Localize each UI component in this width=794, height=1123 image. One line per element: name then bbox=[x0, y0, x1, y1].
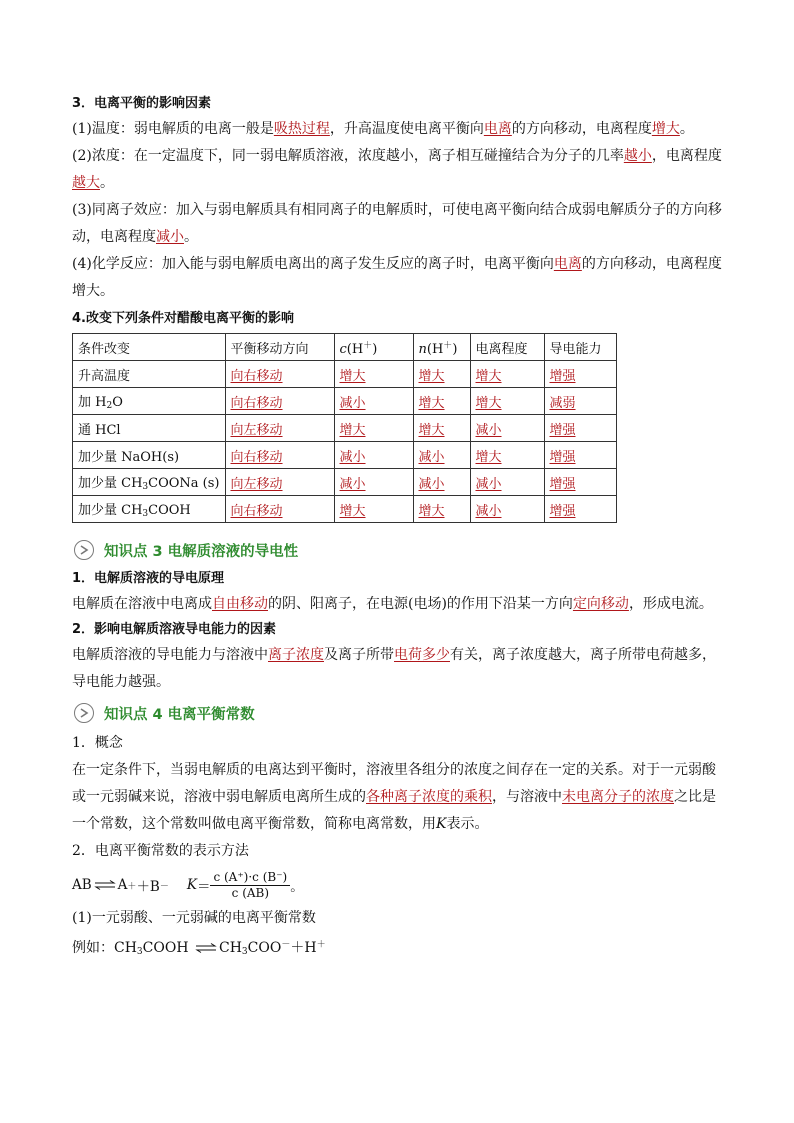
text: ＋ bbox=[127, 881, 137, 892]
table-cell bbox=[544, 415, 616, 442]
answer: 吸热过程 bbox=[273, 121, 330, 137]
paragraph-common-ion-cont bbox=[72, 224, 722, 251]
paragraph-reaction bbox=[72, 251, 722, 278]
table-header-row bbox=[73, 334, 617, 361]
answer: 增大 bbox=[418, 395, 445, 411]
answer: 向左移动 bbox=[230, 476, 283, 492]
paragraph-common-ion bbox=[72, 197, 722, 224]
header-cell: 电离程度 bbox=[470, 334, 544, 361]
example-equation bbox=[72, 932, 722, 966]
answer: 电离 bbox=[483, 121, 512, 137]
answer: 增大 bbox=[475, 449, 502, 465]
subsection-heading: 1．电解质溶液的导电原理 bbox=[72, 571, 225, 586]
table-cell bbox=[544, 361, 616, 388]
paragraph-concept bbox=[72, 757, 722, 784]
paragraph-concept-cont bbox=[72, 784, 722, 811]
text: COOH bbox=[142, 940, 189, 956]
table-cell-condition bbox=[73, 415, 226, 442]
section-heading: 3．电离平衡的影响因素 bbox=[72, 96, 212, 111]
text: 增大。 bbox=[72, 283, 114, 299]
answer: 增强 bbox=[549, 503, 576, 519]
text: 在一定条件下，当弱电解质的电离达到平衡时，溶液里各组分的浓度之间存在一定的关系。对于一元弱酸 bbox=[72, 762, 716, 778]
text: (3)同离子效应：加入与弱电解质具有相同离子的电解质时，可使电离平衡向结合成弱电解质分子的方向移 bbox=[72, 202, 722, 218]
text: (H bbox=[346, 341, 364, 357]
text: 电解质在溶液中电离成 bbox=[72, 596, 212, 612]
table-cell bbox=[470, 469, 544, 496]
text: (2)浓度：在一定温度下，同一弱电解质溶液，浓度越小，离子相互碰撞结合为分子的几率 bbox=[72, 148, 624, 164]
text: 。 bbox=[100, 175, 114, 191]
answer: 增强 bbox=[549, 368, 576, 384]
table-cell bbox=[413, 442, 470, 469]
answer: 向左移动 bbox=[230, 422, 283, 438]
text: 通 HCl bbox=[78, 422, 121, 438]
answer: 增大 bbox=[651, 121, 680, 137]
table-cell bbox=[470, 496, 544, 523]
text: ＋H bbox=[290, 940, 317, 956]
text: 或一元弱碱来说，溶液中弱电解质电离所生成的 bbox=[72, 789, 366, 805]
section-heading: 4.改变下列条件对醋酸电离平衡的影响 bbox=[72, 311, 294, 326]
table-cell bbox=[544, 388, 616, 415]
answer: 增大 bbox=[339, 368, 366, 384]
answer: 向右移动 bbox=[230, 395, 283, 411]
table-cell bbox=[225, 496, 334, 523]
table-cell bbox=[225, 361, 334, 388]
answer: 向右移动 bbox=[230, 449, 283, 465]
table-cell-condition bbox=[73, 388, 226, 415]
answer: 增强 bbox=[549, 449, 576, 465]
answer: 减小 bbox=[418, 476, 445, 492]
conditions-table bbox=[72, 333, 617, 523]
table-cell bbox=[413, 469, 470, 496]
table-cell bbox=[413, 496, 470, 523]
table-cell-condition bbox=[73, 361, 226, 388]
table-cell bbox=[544, 469, 616, 496]
text: 3 bbox=[136, 947, 143, 957]
table-cell bbox=[470, 442, 544, 469]
text: 3 bbox=[142, 482, 149, 492]
answer: 未电离分子的浓度 bbox=[562, 789, 674, 805]
text: ) bbox=[452, 341, 458, 357]
text: ) bbox=[372, 341, 378, 357]
answer: 减小 bbox=[339, 476, 366, 492]
equilibrium-arrow-icon bbox=[195, 943, 217, 953]
subsection-heading: 2．影响电解质溶液导电能力的因素 bbox=[72, 622, 277, 637]
answer: 减小 bbox=[418, 449, 445, 465]
text: 升高温度 bbox=[78, 368, 131, 384]
fraction-denominator: c (AB) bbox=[231, 885, 270, 900]
text: (4)化学反应：加入能与弱电解质电离出的离子发生反应的离子时，电离平衡向 bbox=[72, 256, 554, 272]
paragraph-reaction-cont bbox=[72, 278, 722, 305]
subsection-heading: (1)一元弱酸、一元弱碱的电离平衡常数 bbox=[72, 910, 316, 926]
answer: 电离 bbox=[553, 256, 582, 272]
text: K bbox=[186, 877, 197, 893]
answer: 向右移动 bbox=[230, 503, 283, 519]
table-row bbox=[73, 361, 617, 388]
table-cell-condition bbox=[73, 496, 226, 523]
table-cell-condition bbox=[73, 442, 226, 469]
text: (1)温度：弱电解质的电离一般是 bbox=[72, 121, 274, 137]
subsection-heading: 2．电离平衡常数的表示方法 bbox=[72, 843, 249, 859]
paragraph-conductivity-factors-cont bbox=[72, 669, 722, 696]
table-cell bbox=[544, 442, 616, 469]
table-cell bbox=[225, 415, 334, 442]
answer: 电荷多少 bbox=[394, 647, 450, 663]
text: 。 bbox=[679, 121, 694, 137]
text: 加 H bbox=[78, 395, 107, 410]
table-cell bbox=[413, 388, 470, 415]
text: (H bbox=[426, 341, 444, 357]
table-cell bbox=[334, 388, 413, 415]
text: 之比是 bbox=[674, 789, 716, 805]
text: COO bbox=[247, 940, 282, 956]
table-cell bbox=[470, 415, 544, 442]
answer: 增大 bbox=[475, 368, 502, 384]
play-arrow-icon bbox=[74, 540, 94, 560]
text: 3 bbox=[142, 509, 149, 519]
text: 加少量 CH bbox=[78, 503, 143, 518]
table-row bbox=[73, 496, 617, 523]
answer: 增大 bbox=[339, 503, 366, 519]
text: ＋B bbox=[136, 879, 160, 895]
header-cell bbox=[413, 334, 470, 361]
table-cell bbox=[470, 388, 544, 415]
fraction-numerator: c (A⁺)·c (B⁻) bbox=[210, 870, 290, 886]
table-cell bbox=[413, 415, 470, 442]
text: ，与溶液中 bbox=[492, 789, 562, 805]
table-row bbox=[73, 442, 617, 469]
answer: 减小 bbox=[339, 395, 366, 411]
text: 的阴、阳离子，在电源(电场)的作用下沿某一方向 bbox=[268, 596, 573, 612]
table-row bbox=[73, 469, 617, 496]
text: 电解质溶液的导电能力与溶液中 bbox=[72, 647, 268, 663]
text: O bbox=[112, 395, 123, 410]
answer: 减小 bbox=[475, 422, 502, 438]
table-cell-condition bbox=[73, 469, 226, 496]
table-cell bbox=[225, 469, 334, 496]
answer: 增强 bbox=[549, 422, 576, 438]
answer: 增大 bbox=[475, 395, 502, 411]
text: ，升高温度使电离平衡向 bbox=[329, 121, 484, 137]
play-arrow-icon bbox=[74, 703, 94, 723]
text: COOH bbox=[148, 503, 191, 518]
knowledge-point-heading bbox=[74, 535, 722, 565]
answer: 各种离子浓度的乘积 bbox=[366, 789, 492, 805]
table-cell bbox=[544, 496, 616, 523]
table-cell bbox=[470, 361, 544, 388]
answer: 增大 bbox=[418, 368, 445, 384]
answer: 越小 bbox=[623, 148, 652, 164]
table-cell bbox=[334, 415, 413, 442]
paragraph-temperature bbox=[72, 116, 722, 143]
table-cell bbox=[334, 496, 413, 523]
table-cell bbox=[225, 442, 334, 469]
text: 3 bbox=[241, 947, 248, 957]
answer: 增强 bbox=[549, 476, 576, 492]
text: 加少量 NaOH(s) bbox=[78, 449, 180, 465]
paragraph-conductivity-factors bbox=[72, 642, 722, 669]
table-cell bbox=[334, 361, 413, 388]
document-page bbox=[72, 92, 722, 966]
answer: 减小 bbox=[475, 476, 502, 492]
header-cell: 导电能力 bbox=[544, 334, 616, 361]
knowledge-point-title: 知识点 4 电离平衡常数 bbox=[104, 706, 255, 723]
paragraph-conduction bbox=[72, 591, 722, 618]
text: ＋ bbox=[443, 340, 453, 351]
table-row bbox=[73, 388, 617, 415]
table-cell bbox=[334, 469, 413, 496]
text: c bbox=[339, 341, 347, 357]
text: 表示。 bbox=[446, 816, 489, 832]
equilibrium-arrow-icon bbox=[94, 880, 116, 890]
answer: 向右移动 bbox=[230, 368, 283, 384]
answer: 减小 bbox=[475, 503, 502, 519]
equilibrium-constant-formula bbox=[72, 865, 722, 905]
paragraph-concept-cont bbox=[72, 811, 722, 838]
text: K bbox=[436, 816, 447, 832]
text: n bbox=[418, 341, 427, 357]
text: 动，电离程度 bbox=[72, 229, 156, 245]
text: ＋ bbox=[363, 340, 373, 351]
text: 的方向移动，电离程度 bbox=[511, 121, 652, 137]
answer: 越大 bbox=[72, 175, 100, 191]
text: ，形成电流。 bbox=[628, 596, 713, 612]
table-cell bbox=[225, 388, 334, 415]
knowledge-point-heading bbox=[74, 698, 722, 728]
text: ＋ bbox=[316, 940, 326, 950]
knowledge-point-title: 知识点 3 电解质溶液的导电性 bbox=[104, 543, 299, 560]
subsection-heading: 1．概念 bbox=[72, 735, 123, 751]
table-row bbox=[73, 415, 617, 442]
text: － bbox=[281, 940, 291, 950]
table-cell bbox=[413, 361, 470, 388]
text: 有关，离子浓度越大，离子所带电荷越多， bbox=[450, 647, 716, 663]
header-cell: 条件改变 bbox=[73, 334, 226, 361]
text: ，电离程度 bbox=[651, 148, 722, 164]
paragraph-concentration bbox=[72, 143, 722, 170]
text: CH bbox=[219, 940, 242, 956]
text: 及离子所带 bbox=[324, 647, 394, 663]
answer: 离子浓度 bbox=[268, 647, 324, 663]
answer: 增大 bbox=[418, 422, 445, 438]
answer: 定向移动 bbox=[572, 596, 629, 612]
header-cell: 平衡移动方向 bbox=[225, 334, 334, 361]
paragraph-concentration-cont bbox=[72, 170, 722, 197]
answer: 增大 bbox=[339, 422, 366, 438]
text: 导电能力越强。 bbox=[72, 674, 170, 690]
fraction bbox=[210, 870, 290, 901]
text: 。 bbox=[184, 229, 198, 245]
text: ＝ bbox=[196, 879, 211, 895]
text: 加少量 CH bbox=[78, 476, 143, 491]
text: 。 bbox=[290, 879, 304, 895]
answer: 增大 bbox=[418, 503, 445, 519]
text: － bbox=[159, 881, 169, 892]
table-cell bbox=[334, 442, 413, 469]
answer: 自由移动 bbox=[212, 596, 268, 612]
text: COONa (s) bbox=[148, 476, 220, 491]
text: AB bbox=[72, 877, 92, 893]
answer: 减小 bbox=[339, 449, 366, 465]
header-cell bbox=[334, 334, 413, 361]
text: 2 bbox=[106, 401, 113, 411]
text: A bbox=[117, 877, 128, 893]
text: 一个常数，这个常数叫做电离平衡常数，简称电离常数，用 bbox=[72, 816, 436, 832]
text: 例如：CH bbox=[72, 940, 137, 956]
answer: 减小 bbox=[156, 229, 184, 245]
answer: 减弱 bbox=[549, 395, 576, 411]
text: 的方向移动，电离程度 bbox=[581, 256, 722, 272]
